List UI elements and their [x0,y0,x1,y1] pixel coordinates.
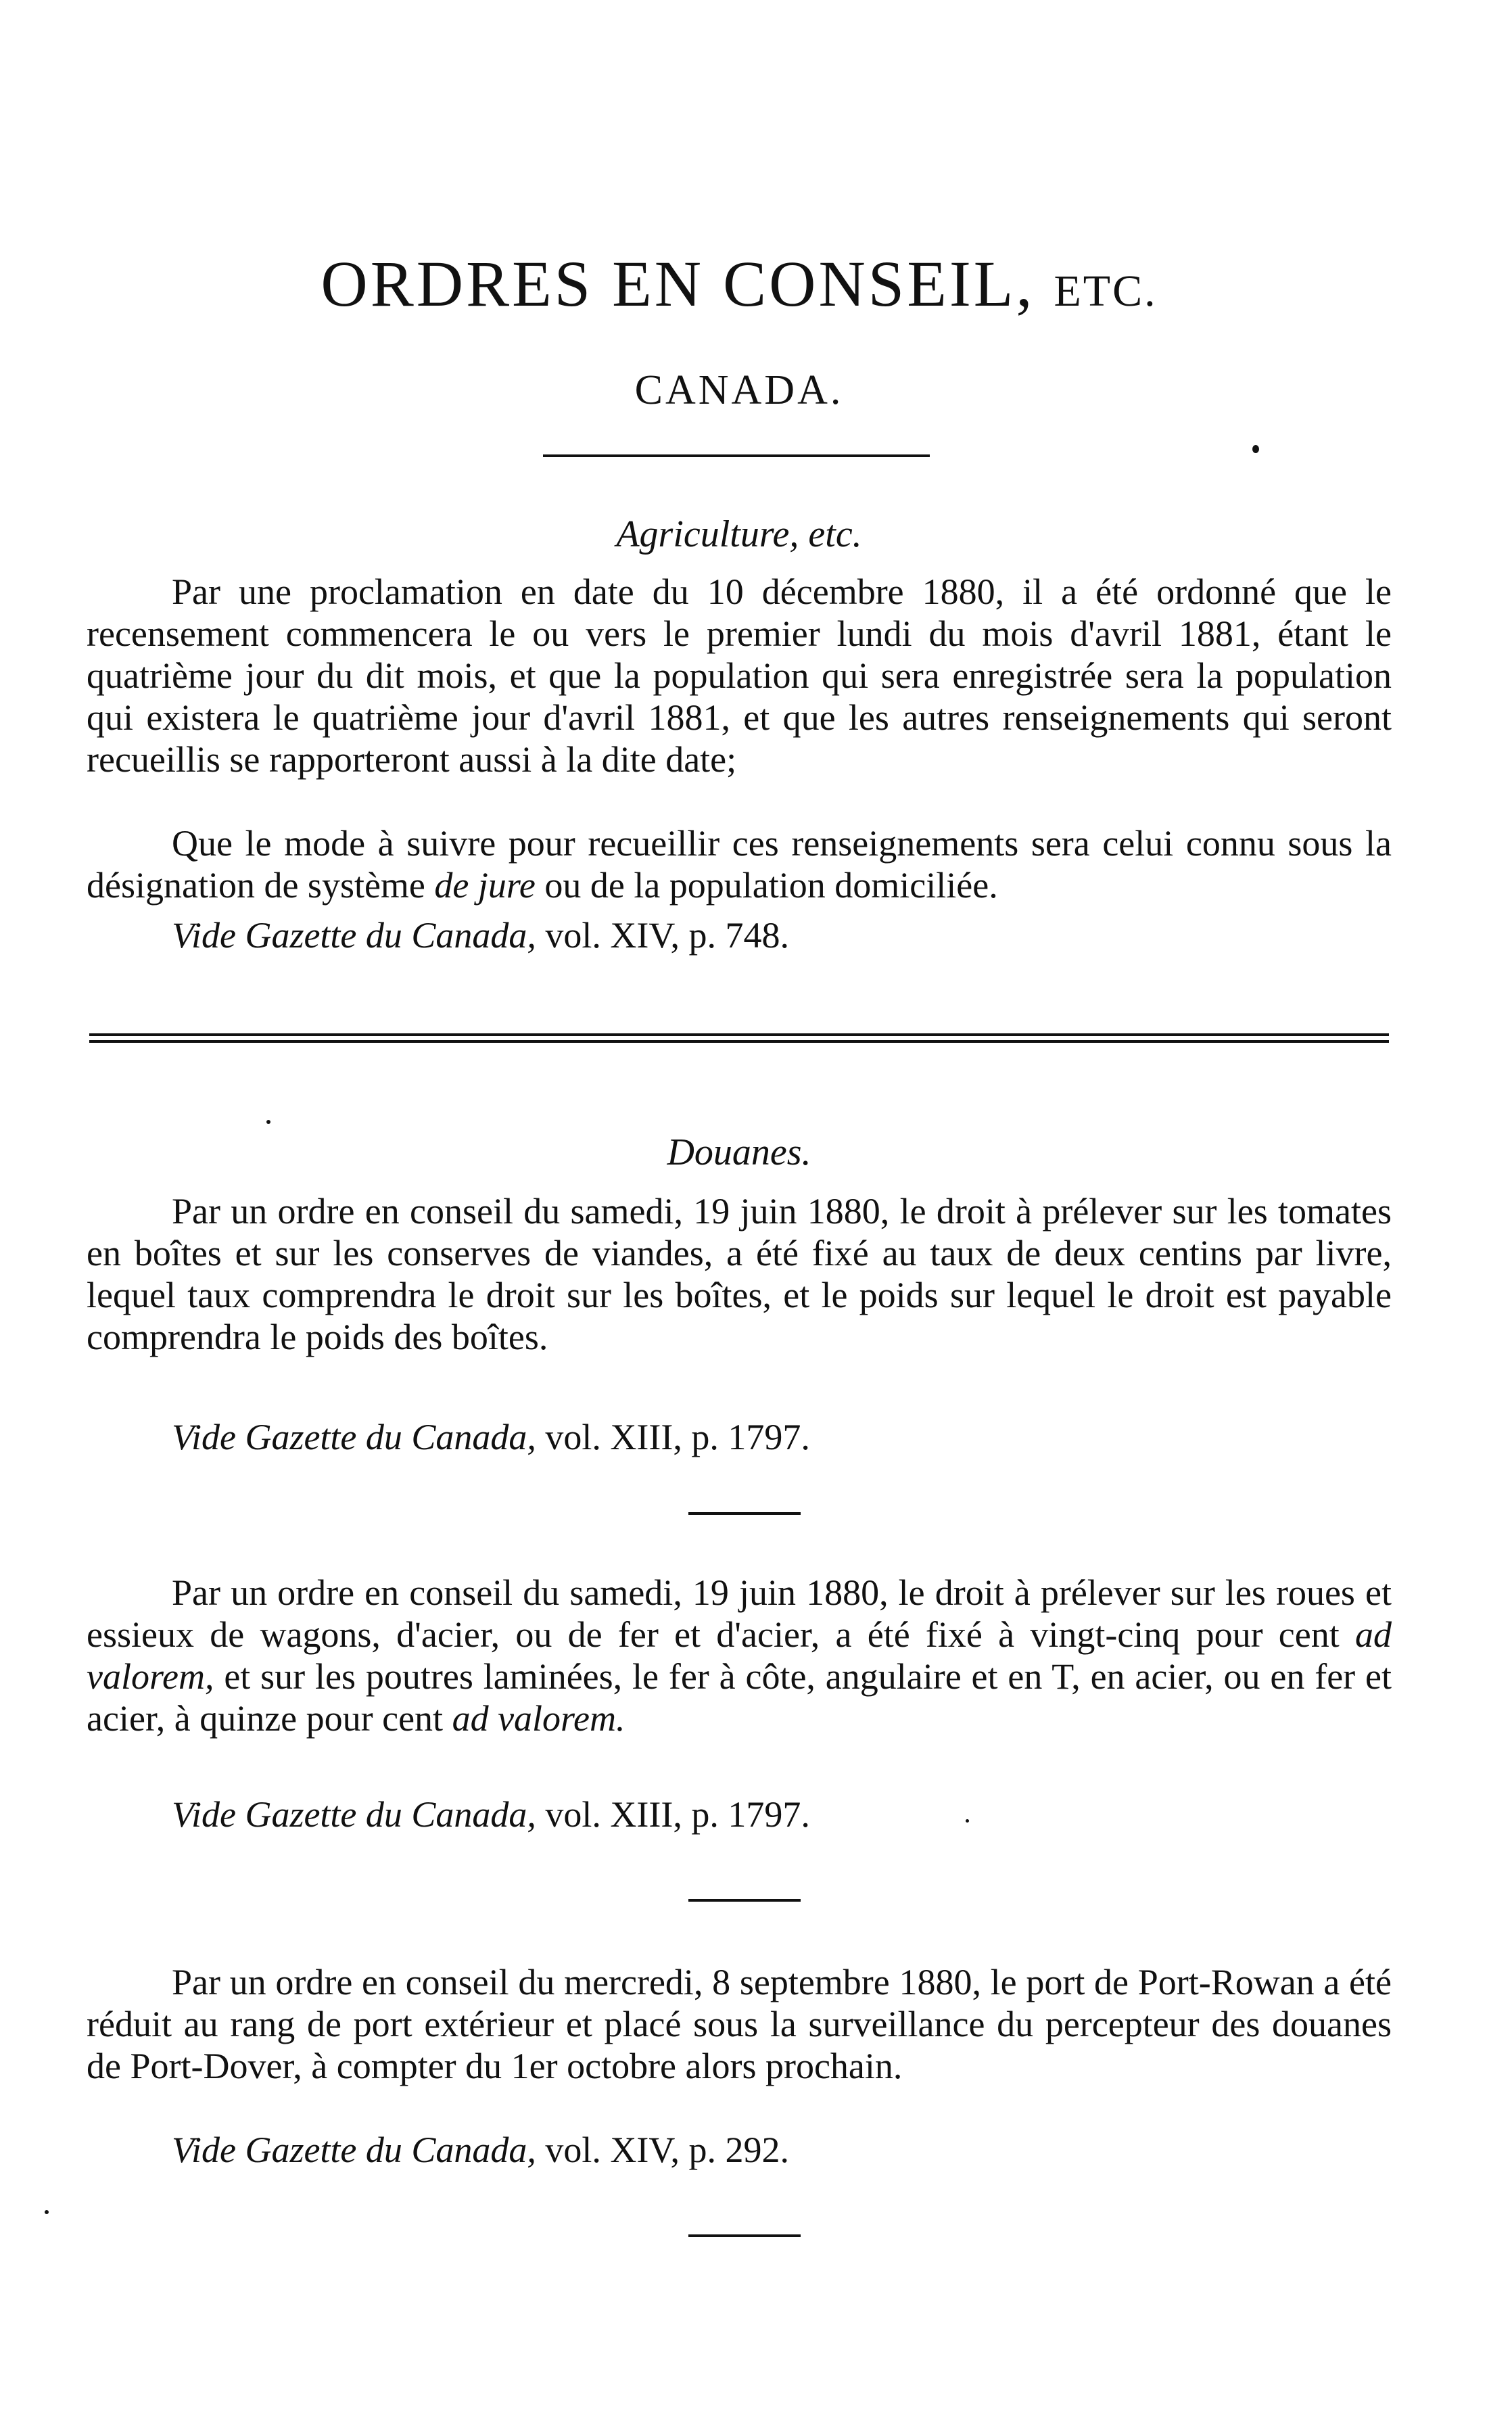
title-small-caps: ETC. [1054,266,1158,316]
agriculture-ref-source: Vide Gazette du Canada, [172,915,536,956]
order-separator [688,1899,801,1902]
order-2-text-a: Par un ordre en conseil du samedi, 19 juin 1880, le droit à prélever sur les roues et essieux de wagons, d'acier, ou de fer et d'acier, a été fixé à vingt-cinq pour cent [87,1572,1392,1655]
order-2-italic-b: ad valorem. [452,1698,625,1739]
agriculture-ref-volume: vol. XIV, p. 748. [536,915,789,956]
agriculture-p2-italic: de jure [434,865,536,906]
order-2-text-b: et sur les poutres laminées, le fer à côte, angulaire et en T, en acier, ou en fer et acier, à quinze pour cent [87,1656,1392,1739]
order-2-ref-volume: vol. XIII, p. 1797. [536,1794,810,1835]
title-main: ORDRES EN CONSEIL, [321,248,1035,320]
douanes-order-1-text: Par un ordre en conseil du samedi, 19 juin 1880, le droit à prélever sur les tomates en boîtes et sur les conserves de viandes, a été fixé au taux de deux centins par livre, lequel taux comprendra le droit sur les boîtes, et le poids sur lequel le droit est payable comprendra le poids des boîtes. [87,1191,1392,1357]
section-divider [89,1033,1389,1043]
stray-mark [1252,445,1259,453]
page-subtitle: CANADA. [634,367,844,413]
order-2-ref-source: Vide Gazette du Canada, [172,1794,536,1835]
title-rule [543,454,930,457]
document-page [87,0,1392,2417]
section-heading-agriculture: Agriculture, etc. [616,513,862,555]
douanes-order-3-reference [172,2129,789,2171]
order-3-ref-volume: vol. XIV, p. 292. [536,2130,789,2170]
stray-mark [266,1120,270,1124]
section-heading-douanes: Douanes. [667,1131,811,1173]
stray-mark [45,2210,49,2214]
agriculture-reference [172,914,789,956]
douanes-order-3-text: Par un ordre en conseil du mercredi, 8 septembre 1880, le port de Port-Rowan a été réduit au rang de port extérieur et placé sous la surveillance du percepteur des douanes de Port-Dover, à compter du 1er octobre alors prochain. [87,1962,1392,2086]
order-3-ref-source: Vide Gazette du Canada, [172,2130,536,2170]
order-1-ref-volume: vol. XIII, p. 1797. [536,1417,810,1457]
douanes-order-1-reference [172,1416,810,1458]
page-title [87,248,1392,320]
agriculture-p2-text: Que le mode à suivre pour recueillir ces renseignements sera celui connu sous la désignation de système [87,823,1392,906]
order-2-italic-a: ad valorem, [87,1614,1392,1697]
order-1-ref-source: Vide Gazette du Canada, [172,1417,536,1457]
agriculture-paragraph-2 [87,822,1392,906]
douanes-order-2-reference [172,1793,810,1835]
agriculture-p2-text-end: ou de la population domiciliée. [535,865,998,906]
order-separator [688,2234,801,2237]
stray-mark [966,1819,969,1823]
order-separator [688,1512,801,1515]
douanes-order-2-text [87,1572,1392,1739]
agriculture-paragraph-1: Par une proclamation en date du 10 décembre 1880, il a été ordonné que le recensement commencera le ou vers le premier lundi du mois d'avril 1881, étant le quatrième jour du dit mois, et que la population qui sera enregistrée sera la population qui existera le quatrième jour d'avril 1881, et que les autres renseignements qui seront recueillis se rapporteront aussi à la dite date; [87,571,1392,780]
